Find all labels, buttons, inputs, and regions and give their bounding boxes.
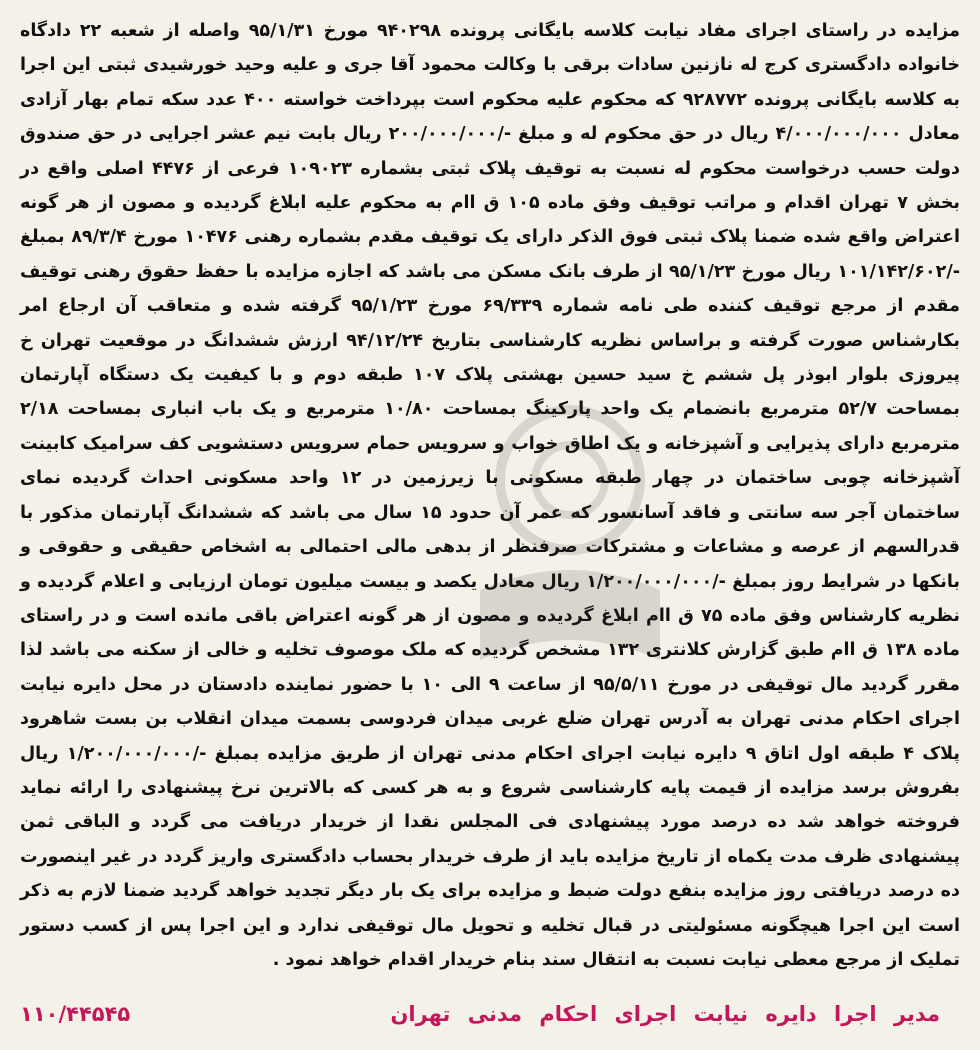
auction-notice bbox=[16, 14, 964, 1044]
notice-footer bbox=[16, 994, 964, 1034]
notice-body: مزایده در راستای اجرای مفاد نیابت کلاسه بایگانی پرونده ۹۴۰۲۹۸ مورخ ۹۵/۱/۳۱ واصله از شعبه ۲۲ دادگاه خانواده دادگستری کرج له نازنین سادات برقی با وکالت محمود آقا جری و علیه وحید خورشیدی ثبتی این اجرا به کلاسه بایگانی پرونده ۹۲۸۷۷۲ که محکوم علیه محکوم است بپرداخت خواسته ۴۰۰ عدد سکه تمام بهار آزادی معادل ۴/۰۰۰/۰۰۰/۰۰۰ ریال در حق محکوم له و مبلغ -/۲۰۰/۰۰۰/۰۰۰ ریال بابت نیم عشر اجرایی در حق صندوق دولت حسب درخواست محکوم له نسبت به توقیف پلاک ثبتی بشماره ۱۰۹۰۲۳ فرعی از ۴۴۷۶ اصلی واقع در بخش ۷ تهران اقدام و مراتب توقیف وفق ماده ۱۰۵ ق اام به محکوم علیه ابلاغ گردیده و مصون از هر گونه اعتراض واقع شده ضمنا پلاک ثبتی فوق الذکر دارای یک توقیف مقدم بشماره رهنی ۱۰۴۷۶ مورخ ۸۹/۳/۴ بمبلغ -/۱۰۱/۱۴۲/۶۰۲ ریال مورخ ۹۵/۱/۲۳ از طرف بانک مسکن می باشد که اجازه مزایده با حفظ حقوق رهنی توقیف مقدم از مرجع توقیف کننده طی نامه شماره ۶۹/۳۳۹ مورخ ۹۵/۱/۲۳ گرفته شده و متعاقب آن ارجاع امر بکارشناس صورت گرفته و براساس نظریه کارشناسی بتاریخ ۹۴/۱۲/۲۴ ارزش ششدانگ در موقعیت تهران خ پیروزی بلوار ابوذر پل ششم خ سید حسین بهشتی پلاک ۱۰۷ طبقه دوم و با کیفیت یک دستگاه آپارتمان بمساحت ۵۲/۷ مترمربع بانضمام یک واحد پارکینگ بمساحت ۱۰/۸۰ مترمربع و یک باب انباری بمساحت ۲/۱۸ مترمربع دارای پذیرایی و آشپزخانه و یک اطاق خواب و سرویس حمام سرویس دستشویی کف سرامیک کابینت آشپزخانه چوبی ساختمان در چهار طبقه مسکونی با زیرزمین در ۱۲ واحد مسکونی احداث گردیده نمای ساختمان آجر سه سانتی و فاقد آسانسور که عمر آن حدود ۱۵ سال می باشد که ششدانگ آپارتمان مذکور با قدرالسهم از عرصه و مشاعات و مشترکات صرفنظر از بدهی مالی احتمالی به اشخاص حقیقی و حقوقی و بانکها در شرایط روز بمبلغ -/۱/۲۰۰/۰۰۰/۰۰۰ ریال معادل یکصد و بیست میلیون تومان ارزیابی و اعلام گردیده و نظریه کارشناس وفق ماده ۷۵ ق اام ابلاغ گردیده و مصون از هر گونه اعتراض باقی مانده است و در راستای ماده ۱۳۸ ق اام طبق گزارش کلانتری ۱۳۲ مشخص گردیده که ملک موصوف تخلیه و خالی از سکنه می باشد لذا مقرر گردید مال توقیفی در مورخ ۹۵/۵/۱۱ از ساعت ۹ الی ۱۰ با حضور نماینده دادستان در محل دایره نیابت اجرای احکام مدنی تهران به آدرس تهران ضلع غربی میدان فردوسی بسمت میدان انقلاب بن بست شاهرود پلاک ۴ طبقه اول اتاق ۹ دایره نیابت اجرای احکام مدنی تهران از طریق مزایده بمبلغ -/۱/۲۰۰/۰۰۰/۰۰۰ ریال بفروش برسد مزایده از قیمت پایه کارشناسی شروع و به هر کسی که بالاترین نرخ پیشنهادی را ارائه نماید فروخته خواهد شد ده درصد مورد پیشنهادی فی المجلس نقدا از خریدار دریافت می گردد و الباقی ثمن پیشنهادی ظرف مدت یکماه از تاریخ مزایده باید از طرف خریدار بحساب دادگستری واریز گردد در غیر اینصورت ده درصد دریافتی روز مزایده بنفع دولت ضبط و مزایده برای یک بار دیگر تجدید خواهد گردید ضمنا لازم به ذکر است این اجرا هیچگونه مسئولیتی در قبال تخلیه و تحویل مال توقیفی ندارد و این اجرا پس از کسب دستور تملیک از مرجع معطی نیابت نسبت به انتقال سند بنام خریدار اقدام خواهد نمود . bbox=[20, 21, 961, 970]
signer-title: مدیر اجرا دایره نیابت اجرای احکام مدنی تهران bbox=[390, 1002, 940, 1026]
reference-number: ۱۱۰/۴۴۵۴۵ bbox=[20, 1002, 131, 1026]
